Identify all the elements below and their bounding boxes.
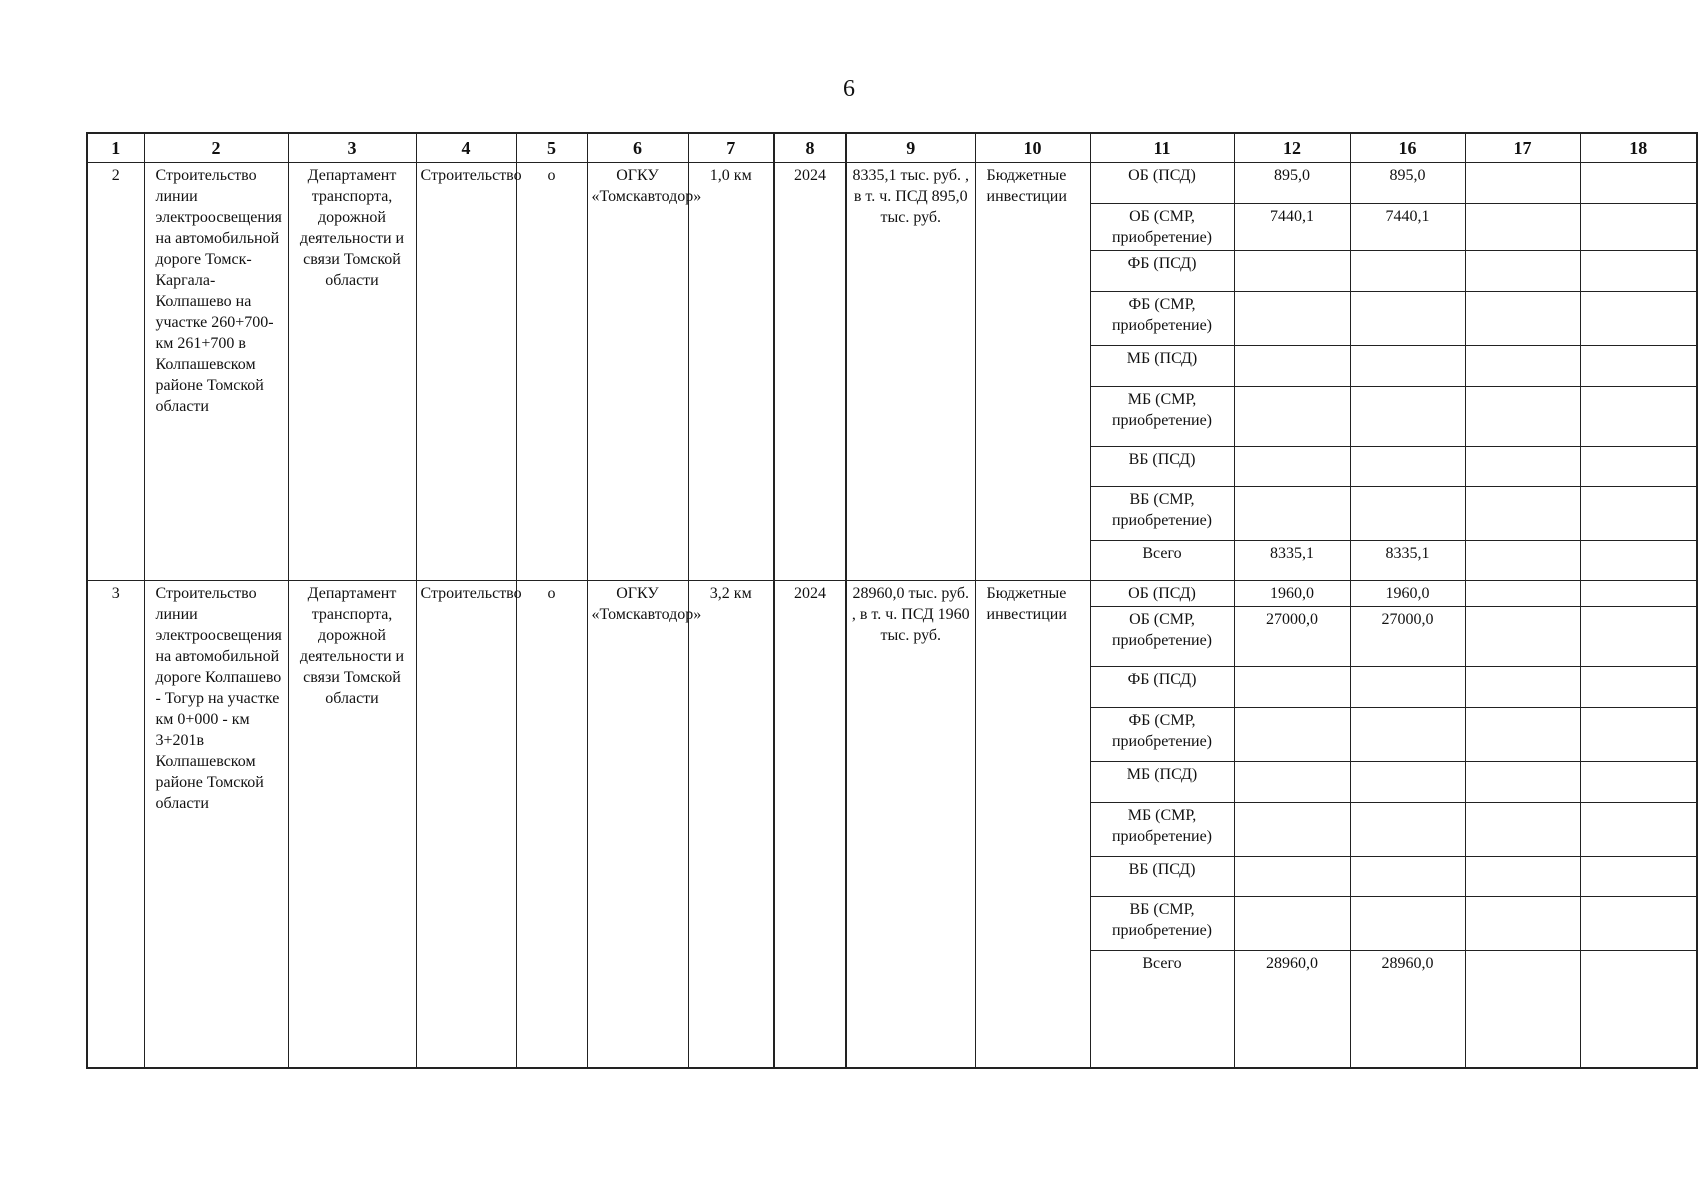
funding-source: МБ (ПСД): [1090, 346, 1234, 387]
funding-source: МБ (СМР, приобретение): [1090, 387, 1234, 447]
header-cell: 10: [975, 133, 1090, 163]
funding-total-col16: 28960,0: [1350, 951, 1465, 1068]
investment-form: Бюджетные инвестиции: [975, 163, 1090, 581]
funding-col16: [1350, 857, 1465, 897]
funding-source: ОБ (ПСД): [1090, 581, 1234, 607]
funding-col18: [1580, 762, 1697, 803]
funding-col12: [1234, 292, 1350, 346]
funding-source: ФБ (СМР, приобретение): [1090, 708, 1234, 762]
funding-source: МБ (ПСД): [1090, 762, 1234, 803]
estimated-cost: 8335,1 тыс. руб. , в т. ч. ПСД 895,0 тыс. руб.: [846, 163, 975, 581]
funding-col18: [1580, 204, 1697, 251]
funding-col18: [1580, 541, 1697, 581]
funding-col17: [1465, 607, 1580, 667]
funding-col16: 27000,0: [1350, 607, 1465, 667]
header-cell: 9: [846, 133, 975, 163]
funding-col12: 7440,1: [1234, 204, 1350, 251]
department: Департамент транспорта, дорожной деятельности и связи Томской области: [288, 581, 416, 1068]
funding-col17: [1465, 251, 1580, 292]
funding-total-col16: 8335,1: [1350, 541, 1465, 581]
funding-col16: [1350, 387, 1465, 447]
funding-col17: [1465, 897, 1580, 951]
funding-col17: [1465, 346, 1580, 387]
funding-col16: [1350, 447, 1465, 487]
object-name: Строительство линии электроосвещения на автомобильной дороге Колпашево - Тогур на участке км 0+000 - км 3+201в Колпашевском районе Томской области: [144, 581, 288, 1068]
investment-form: Бюджетные инвестиции: [975, 581, 1090, 1068]
funding-col12: [1234, 251, 1350, 292]
year: 2024: [774, 163, 846, 581]
funding-col18: [1580, 387, 1697, 447]
work-type: Строительство: [416, 581, 516, 1068]
funding-col16: 895,0: [1350, 163, 1465, 204]
funding-col17: [1465, 292, 1580, 346]
funding-col17: [1465, 951, 1580, 1068]
funding-col16: [1350, 762, 1465, 803]
funding-col18: [1580, 667, 1697, 708]
col5-value: о: [516, 581, 587, 1068]
funding-col17: [1465, 708, 1580, 762]
year: 2024: [774, 581, 846, 1068]
funding-source: ФБ (СМР, приобретение): [1090, 292, 1234, 346]
funding-col16: [1350, 346, 1465, 387]
funding-col17: [1465, 487, 1580, 541]
header-cell: 1: [87, 133, 144, 163]
funding-col18: [1580, 346, 1697, 387]
funding-source: ФБ (ПСД): [1090, 667, 1234, 708]
header-cell: 7: [688, 133, 774, 163]
funding-col18: [1580, 803, 1697, 857]
funding-col12: [1234, 346, 1350, 387]
funding-col16: [1350, 708, 1465, 762]
funding-total-label: Всего: [1090, 541, 1234, 581]
funding-col17: [1465, 857, 1580, 897]
funding-col17: [1465, 667, 1580, 708]
row-number: 2: [87, 163, 144, 581]
funding-col12: 895,0: [1234, 163, 1350, 204]
funding-col12: [1234, 667, 1350, 708]
funding-source: МБ (СМР, приобретение): [1090, 803, 1234, 857]
funding-col16: 7440,1: [1350, 204, 1465, 251]
funding-col17: [1465, 541, 1580, 581]
header-cell: 16: [1350, 133, 1465, 163]
funding-col18: [1580, 581, 1697, 607]
funding-col18: [1580, 897, 1697, 951]
funding-col16: [1350, 251, 1465, 292]
funding-col17: [1465, 581, 1580, 607]
header-cell: 8: [774, 133, 846, 163]
header-cell: 18: [1580, 133, 1697, 163]
department: Департамент транспорта, дорожной деятельности и связи Томской области: [288, 163, 416, 581]
customer: ОГКУ «Томскавтодор»: [587, 581, 688, 1068]
funding-source: ОБ (СМР, приобретение): [1090, 204, 1234, 251]
funding-col18: [1580, 951, 1697, 1068]
funding-col12: [1234, 487, 1350, 541]
funding-col16: 1960,0: [1350, 581, 1465, 607]
header-cell: 6: [587, 133, 688, 163]
funding-col12: [1234, 803, 1350, 857]
funding-source: ОБ (ПСД): [1090, 163, 1234, 204]
funding-col18: [1580, 163, 1697, 204]
table-row: [87, 581, 1697, 607]
object-name: Строительство линии электроосвещения на автомобильной дороге Томск-Каргала-Колпашево на участке 260+700- км 261+700 в Колпашевском районе Томской области: [144, 163, 288, 581]
capacity: 3,2 км: [688, 581, 774, 1068]
header-cell: 17: [1465, 133, 1580, 163]
funding-source: ФБ (ПСД): [1090, 251, 1234, 292]
funding-col12: [1234, 387, 1350, 447]
work-type: Строительство: [416, 163, 516, 581]
header-cell: 3: [288, 133, 416, 163]
funding-col18: [1580, 708, 1697, 762]
funding-col18: [1580, 857, 1697, 897]
funding-source: ВБ (СМР, приобретение): [1090, 487, 1234, 541]
header-cell: 12: [1234, 133, 1350, 163]
customer: ОГКУ «Томскавтодор»: [587, 163, 688, 581]
funding-col12: [1234, 762, 1350, 803]
funding-col12: 27000,0: [1234, 607, 1350, 667]
funding-source: ОБ (СМР, приобретение): [1090, 607, 1234, 667]
funding-col12: [1234, 857, 1350, 897]
table-row: [87, 163, 1697, 204]
funding-col18: [1580, 251, 1697, 292]
funding-source: ВБ (ПСД): [1090, 857, 1234, 897]
funding-col12: [1234, 447, 1350, 487]
row-number: 3: [87, 581, 144, 1068]
funding-col18: [1580, 292, 1697, 346]
funding-source: ВБ (ПСД): [1090, 447, 1234, 487]
funding-col17: [1465, 762, 1580, 803]
funding-col17: [1465, 387, 1580, 447]
funding-col16: [1350, 667, 1465, 708]
estimated-cost: 28960,0 тыс. руб. , в т. ч. ПСД 1960 тыс. руб.: [846, 581, 975, 1068]
header-cell: 5: [516, 133, 587, 163]
funding-col16: [1350, 803, 1465, 857]
funding-col12: [1234, 708, 1350, 762]
funding-total-col12: 8335,1: [1234, 541, 1350, 581]
funding-total-label: Всего: [1090, 951, 1234, 1068]
funding-total-col12: 28960,0: [1234, 951, 1350, 1068]
funding-col12: 1960,0: [1234, 581, 1350, 607]
projects-table: [86, 132, 1698, 1069]
funding-col16: [1350, 897, 1465, 951]
funding-col17: [1465, 803, 1580, 857]
funding-col18: [1580, 487, 1697, 541]
funding-col18: [1580, 607, 1697, 667]
funding-col16: [1350, 487, 1465, 541]
funding-col16: [1350, 292, 1465, 346]
funding-col17: [1465, 163, 1580, 204]
page-number: 6: [843, 76, 855, 102]
header-cell: 4: [416, 133, 516, 163]
header-cell: 11: [1090, 133, 1234, 163]
funding-col12: [1234, 897, 1350, 951]
capacity: 1,0 км: [688, 163, 774, 581]
header-row: [87, 133, 1697, 163]
funding-source: ВБ (СМР, приобретение): [1090, 897, 1234, 951]
funding-col17: [1465, 204, 1580, 251]
funding-col18: [1580, 447, 1697, 487]
funding-col17: [1465, 447, 1580, 487]
header-cell: 2: [144, 133, 288, 163]
col5-value: о: [516, 163, 587, 581]
